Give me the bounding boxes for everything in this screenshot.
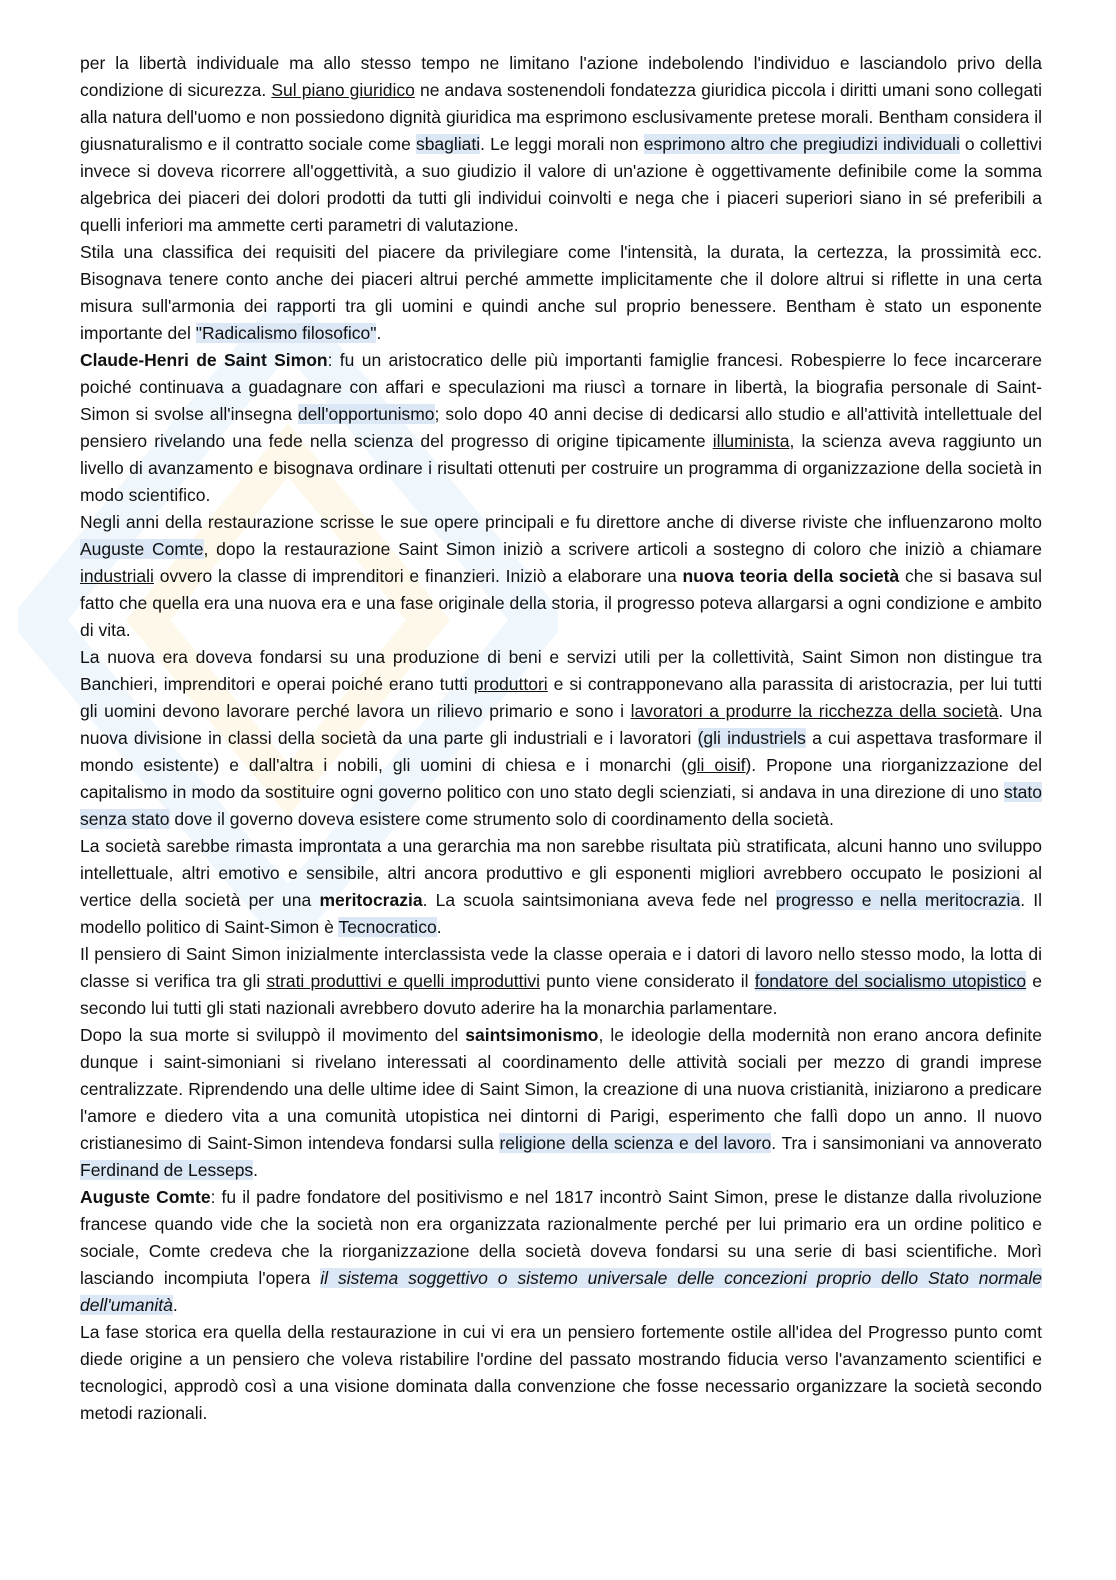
paragraph-saintsimonismo: Dopo la sua morte si sviluppò il movimento del saintsimonismo, le ideologie della modernità non erano ancora definite dunque i saint-simoniani si rivelano interessati al coordinamento delle attività sociali per mezzo di grandi imprese centralizzate. Riprendendo una delle ultime idee di Saint Simon, la creazione di una nuova cristianità, iniziarono a predicare l'amore e diedero vita a una comunità utopistica nei dintorni di Parigi, esperimento che fallì dopo un anno. Il nuovo cristianesimo di Saint-Simon intendeva fondarsi sulla religione della scienza e del lavoro. Tra i sansimoniani va annoverato Ferdinand de Lesseps. (80, 1025, 1042, 1180)
bold-text: nuova teoria della società (682, 566, 900, 586)
highlighted-underlined-text: fondatore del socialismo utopistico (754, 971, 1027, 991)
highlighted-text: (gli industriels (697, 728, 806, 748)
underlined-text: strati produttivi e quelli improduttivi (266, 971, 541, 991)
highlighted-text: "Radicalismo filosofico" (195, 323, 377, 343)
document-page (80, 50, 1042, 1427)
underlined-text: industriali (80, 566, 154, 586)
paragraph-comte-1: Auguste Comte: fu il padre fondatore del positivismo e nel 1817 incontrò Saint Simon, prese le distanze dalla rivoluzione francese quando vide che la società non era organizzata razionalmente perché per lui primario era un ordine politico e sociale, Comte credeva che la riorganizzazione della società doveva fondarsi su una serie di basi scientifiche. Morì lasciando incompiuta l'opera il sistema soggettivo o sistemo universale delle concezioni proprio dello Stato normale dell'umanità. (80, 1187, 1042, 1315)
bold-text: saintsimonismo (465, 1025, 599, 1045)
underlined-text: produttori (473, 674, 548, 694)
highlighted-text: esprimono altro che pregiudizi individuali (643, 134, 960, 154)
paragraph-saint-simon-2: Negli anni della restaurazione scrisse le sue opere principali e fu direttore anche di diverse riviste che influenzarono molto Auguste Comte, dopo la restaurazione Saint Simon iniziò a scrivere articoli a sostegno di coloro che iniziò a chiamare industriali ovvero la classe di imprenditori e finanzieri. Iniziò a elaborare una nuova teoria della società che si basava sul fatto che quella era una nuova era e una fase originale della storia, il progresso poteva allargarsi a ogni condizione e ambito di vita. (80, 512, 1043, 640)
underlined-text: illuminista (712, 431, 790, 451)
paragraph-saint-simon-5: Il pensiero di Saint Simon inizialmente interclassista vede la classe operaia e i datori di lavoro nello stesso modo, la lotta di classe si verifica tra gli strati produttivi e quelli improduttivi punto viene considerato il fondatore del socialismo utopistico e secondo lui tutti gli stati nazionali avrebbero dovuto aderire ha la monarchia parlamentare. (80, 944, 1042, 1018)
paragraph-bentham-1: per la libertà individuale ma allo stesso tempo ne limitano l'azione indebolendo l'individuo e lasciandolo privo della condizione di sicurezza. Sul piano giuridico ne andava sostenendoli fondatezza giuridica piccola i diritti umani sono collegati alla natura dell'uomo e non possiedono dignità giuridica ma esprimono esclusivamente pretese morali. Bentham considera il giusnaturalismo e il contratto sociale come sbagliati. Le leggi morali non esprimono altro che pregiudizi individuali o collettivi invece si doveva ricorrere all'oggettività, a suo giudizio il valore di un'azione è oggettivamente definibile come la somma algebrica dei piaceri dei dolori prodotti da tutti gli individui coinvolti e nega che i piaceri superiori siano in sé preferibili a quelli inferiori ma ammette certi parametri di valutazione. (80, 53, 1042, 235)
highlighted-text: stato senza stato (80, 782, 1042, 829)
highlighted-text: progresso e nella meritocrazia (775, 890, 1021, 910)
underlined-text: gli oisif (686, 755, 746, 775)
paragraph-saint-simon-4: La società sarebbe rimasta improntata a una gerarchia ma non sarebbe risultata più stratificata, alcuni hanno uno sviluppo intellettuale, altri emotivo e sensibile, altri ancora produttivo e gli esponenti migliori avrebbero occupato le posizioni al vertice della società per una meritocrazia. La scuola saintsimoniana aveva fede nel progresso e nella meritocrazia. Il modello politico di Saint-Simon è Tecnocratico. (80, 836, 1042, 937)
underlined-text: Sul piano giuridico (271, 80, 415, 100)
paragraph-bentham-2: Stila una classifica dei requisiti del piacere da privilegiare come l'intensità, la durata, la certezza, la prossimità ecc. Bisognava tenere conto anche dei piaceri altrui perché ammette implicitamente che il dolore altrui si riflette in una certa misura sull'armonia dei rapporti tra gli uomini e quindi anche sul proprio benessere. Bentham è stato un esponente importante del "Radicalismo filosofico". (80, 242, 1042, 343)
section-heading: Auguste Comte (80, 1187, 211, 1207)
paragraph-comte-2: La fase storica era quella della restaurazione in cui vi era un pensiero fortemente ostile all'idea del Progresso punto comt diede origine a un pensiero che voleva ristabilire l'ordine del passato mostrando fiducia verso l'avanzamento scientifici e tecnologici, approdò così a una visione dominata dalla convenzione che fosse necessario organizzare la società secondo metodi razionali. (80, 1322, 1042, 1423)
highlighted-italic-text: il sistema soggettivo o sistemo universale delle concezioni proprio dello Stato normale dell'umanità (80, 1268, 1042, 1315)
highlighted-text: sbagliati (415, 134, 481, 154)
paragraph-saint-simon-3: La nuova era doveva fondarsi su una produzione di beni e servizi utili per la collettività, Saint Simon non distingue tra Banchieri, imprenditori e operai poiché erano tutti produttori e si contrapponevano alla parassita di aristocrazia, per lui tutti gli uomini devono lavorare perché lavora un rilievo primario e sono i lavoratori a produrre la ricchezza della società. Una nuova divisione in classi della società da una parte gli industriali e i lavoratori (gli industriels a cui aspettava trasformare il mondo esistente) e dall'altra i nobili, gli uomini di chiesa e i monarchi (gli oisif). Propone una riorganizzazione del capitalismo in modo da sostituire ogni governo politico con uno stato degli scienziati, si andava in una direzione di uno stato senza stato dove il governo doveva esistere come strumento solo di coordinamento della società. (80, 647, 1043, 829)
highlighted-text: dell'opportunismo (297, 404, 435, 424)
highlighted-text: Tecnocratico (338, 917, 437, 937)
paragraph-saint-simon-1: Claude-Henri de Saint Simon: fu un aristocratico delle più importanti famiglie francesi. Robespierre lo fece incarcerare poiché continuava a guadagnare con affari e speculazioni ma riuscì a tornare in libertà, la biografia personale di Saint-Simon si svolse all'insegna dell'opportunismo; solo dopo 40 anni decise di dedicarsi allo studio e all'attività intellettuale del pensiero rivelando una fede nella scienza del progresso di origine tipicamente illuminista, la scienza aveva raggiunto un livello di avanzamento e bisognava ordinare i risultati ottenuti per costruire un programma di organizzazione della società in modo scientifico. (80, 350, 1042, 505)
highlighted-text: Ferdinand de Lesseps (80, 1160, 254, 1180)
underlined-text: lavoratori a produrre la ricchezza della società (630, 701, 999, 721)
highlighted-text: Auguste Comte (80, 539, 204, 559)
bold-text: meritocrazia (319, 890, 423, 910)
section-heading: Claude-Henri de Saint Simon (80, 350, 328, 370)
highlighted-text: religione della scienza e del lavoro (499, 1133, 772, 1153)
